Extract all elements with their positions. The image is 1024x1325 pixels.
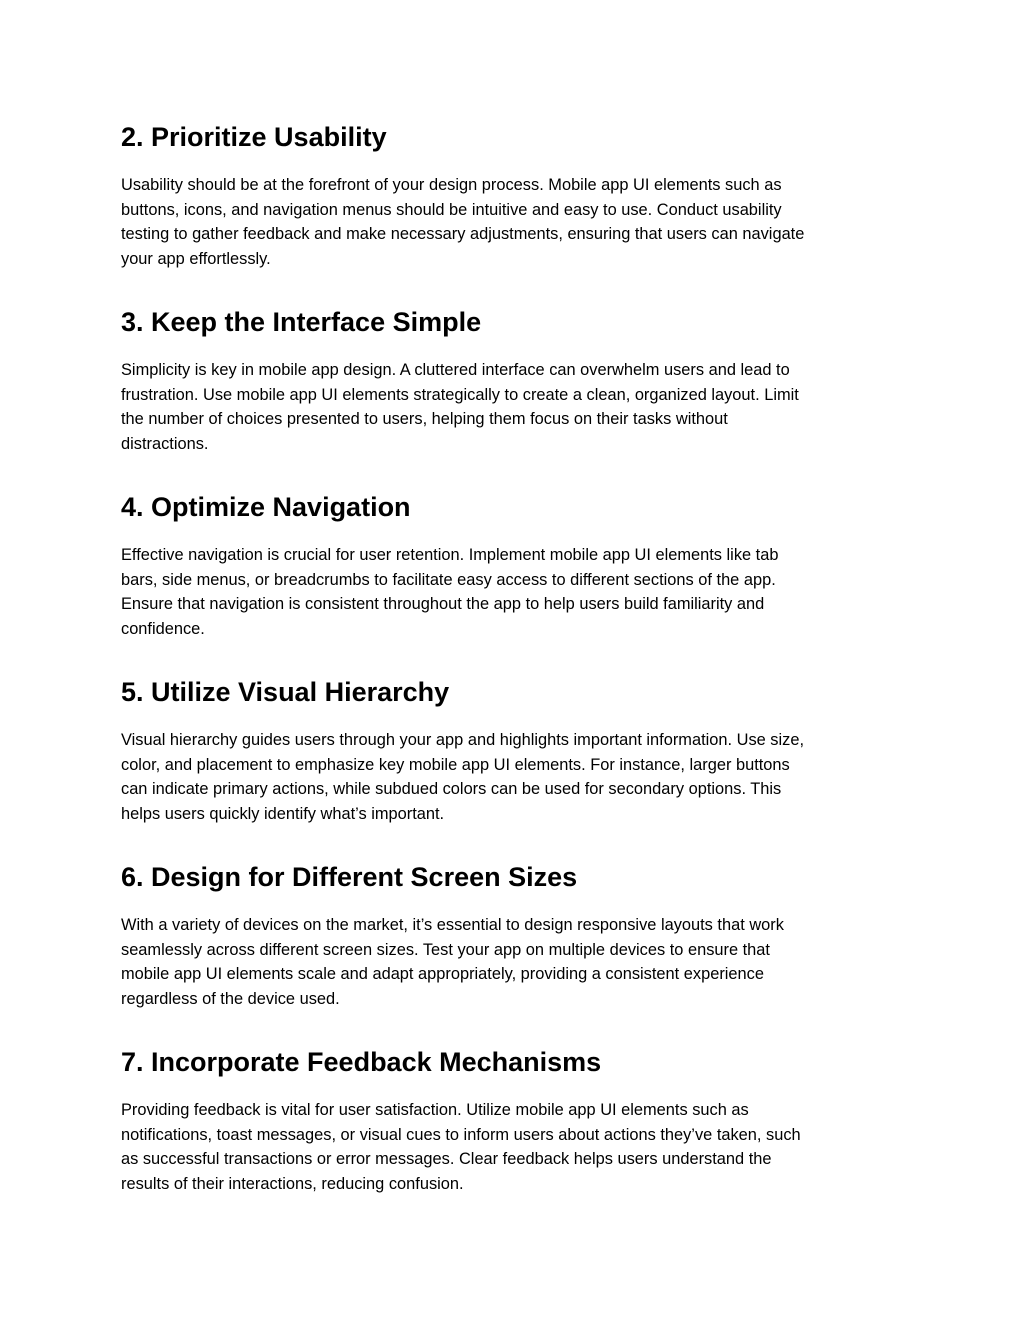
section-optimize-navigation <box>121 491 901 641</box>
body-line: confidence. <box>121 619 205 638</box>
section-heading: 4. Optimize Navigation <box>121 492 411 522</box>
body-line: color, and placement to emphasize key mobile app UI elements. For instance, larger buttons <box>121 755 790 774</box>
section-feedback-mechanisms <box>121 1046 901 1196</box>
section-keep-interface-simple <box>121 306 901 456</box>
body-line: frustration. Use mobile app UI elements strategically to create a clean, organized layout. Limit <box>121 385 799 404</box>
section-body <box>121 1098 901 1196</box>
body-line: buttons, icons, and navigation menus should be intuitive and easy to use. Conduct usability <box>121 200 782 219</box>
body-line: Usability should be at the forefront of your design process. Mobile app UI elements such as <box>121 176 782 194</box>
body-line: bars, side menus, or breadcrumbs to facilitate easy access to different sections of the app. <box>121 570 776 589</box>
section-heading: 5. Utilize Visual Hierarchy <box>121 677 450 707</box>
section-heading: 7. Incorporate Feedback Mechanisms <box>121 1047 602 1077</box>
section-prioritize-usability <box>121 121 901 271</box>
body-line: regardless of the device used. <box>121 989 340 1008</box>
body-line: Providing feedback is vital for user satisfaction. Utilize mobile app UI elements such as <box>121 1101 749 1119</box>
body-line: seamlessly across different screen sizes. Test your app on multiple devices to ensure that <box>121 940 770 959</box>
body-line: Visual hierarchy guides users through your app and highlights important information. Use size, <box>121 731 805 749</box>
section-body <box>121 173 901 271</box>
section-body <box>121 913 901 1011</box>
body-line: distractions. <box>121 434 209 453</box>
body-line: testing to gather feedback and make necessary adjustments, ensuring that users can navigate <box>121 225 805 243</box>
body-line: your app effortlessly. <box>121 249 271 268</box>
body-line: Effective navigation is crucial for user retention. Implement mobile app UI elements like tab <box>121 546 779 564</box>
section-heading: 3. Keep the Interface Simple <box>121 307 482 337</box>
section-visual-hierarchy <box>121 676 901 826</box>
section-body <box>121 728 901 826</box>
section-heading: 6. Design for Different Screen Sizes <box>121 862 578 892</box>
body-line: can indicate primary actions, while subdued colors can be used for secondary options. This <box>121 780 782 798</box>
section-body <box>121 543 901 641</box>
body-line: With a variety of devices on the market, it’s essential to design responsive layouts that work <box>121 916 784 934</box>
body-line: as successful transactions or error messages. Clear feedback helps users understand the <box>121 1150 772 1168</box>
body-line: mobile app UI elements scale and adapt appropriately, providing a consistent experience <box>121 965 764 983</box>
section-heading: 2. Prioritize Usability <box>121 122 387 152</box>
body-line: helps users quickly identify what’s important. <box>121 804 445 823</box>
section-screen-sizes <box>121 861 901 1011</box>
body-line: the number of choices presented to users, helping them focus on their tasks without <box>121 410 728 428</box>
body-line: results of their interactions, reducing confusion. <box>121 1174 464 1193</box>
section-body <box>121 358 901 456</box>
body-line: Ensure that navigation is consistent throughout the app to help users build familiarity and <box>121 595 765 613</box>
body-line: notifications, toast messages, or visual cues to inform users about actions they’ve taken, such <box>121 1125 801 1144</box>
body-line: Simplicity is key in mobile app design. A cluttered interface can overwhelm users and lead to <box>121 361 790 379</box>
